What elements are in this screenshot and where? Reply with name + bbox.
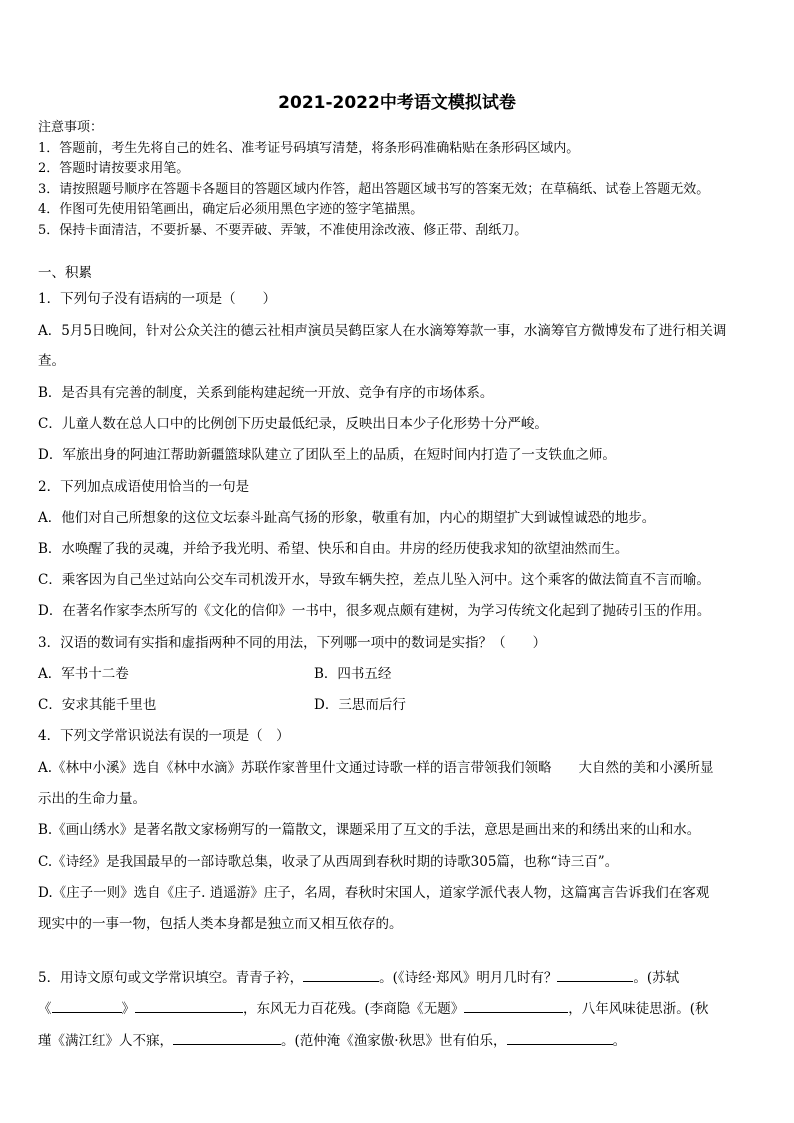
question-stem: 1．下列句子没有语病的一项是（ ） bbox=[38, 291, 277, 307]
option-b: B．水唤醒了我的灵魂，并给予我光明、希望、快乐和自由。井房的经历使我求知的欲望油然而生。 bbox=[38, 541, 629, 557]
notice-item: 3．请按照题号顺序在答题卡各题目的答题区域内作答，超出答题区域书写的答案无效；在草稿纸、试卷上答题无效。 bbox=[38, 182, 710, 197]
answer-blank[interactable] bbox=[173, 1030, 281, 1045]
fill-text: 。(范仲淹《渔家傲·秋思》世有伯乐， bbox=[281, 1033, 507, 1049]
option-d: D.《庄子一则》选自《庄子. 逍遥游》庄子，名周，春秋时宋国人，道家学派代表人物，这篇寓言告诉我们在客观 bbox=[38, 885, 710, 901]
fill-text: 瑾《满江红》人不寐， bbox=[38, 1033, 173, 1049]
answer-blank[interactable] bbox=[135, 998, 243, 1013]
option-c: C．安求其能千里也 bbox=[38, 697, 157, 713]
fill-line-1 bbox=[38, 967, 679, 987]
option-a-cont: 查。 bbox=[38, 353, 65, 369]
option-d: D．在著名作家李杰所写的《文化的信仰》一书中，很多观点颇有建树，为学习传统文化起到了抛砖引玉的作用。 bbox=[38, 603, 711, 619]
fill-text: 。(苏轼 bbox=[633, 970, 680, 986]
option-c: C．儿童人数在总人口中的比例创下历史最低纪录，反映出日本少子化形势十分严峻。 bbox=[38, 416, 548, 432]
option-a: A．5月5日晚间，针对公众关注的德云社相声演员吴鹤臣家人在水滴筹筹款一事，水滴筹官方微博发布了进行相关调 bbox=[38, 323, 727, 339]
fill-text: ，八年风味徒思浙。(秋 bbox=[568, 1001, 709, 1017]
option-b: B．四书五经 bbox=[314, 666, 392, 682]
notice-item: 1．答题前，考生先将自己的姓名、准考证号码填写清楚，将条形码准确粘贴在条形码区域内。 bbox=[38, 141, 580, 156]
notice-item: 2．答题时请按要求用笔。 bbox=[38, 161, 190, 176]
section-heading: 一、积累 bbox=[38, 265, 92, 281]
option-b: B.《画山绣水》是著名散文家杨朔写的一篇散文，课题采用了互文的手法，意思是画出来的和绣出来的山和水。 bbox=[38, 822, 701, 838]
fill-text: 。(《诗经·郑风》明月几时有？ bbox=[379, 970, 558, 986]
fill-text: 《 bbox=[38, 1001, 52, 1017]
question-stem: 3．汉语的数词有实指和虚指两种不同的用法，下列哪一项中的数词是实指？（ ） bbox=[38, 635, 547, 651]
option-a: A．军书十二卷 bbox=[38, 666, 129, 682]
notice-item: 4．作图可先使用铅笔画出，确定后必须用黑色字迹的签字笔描黑。 bbox=[38, 202, 424, 217]
fill-line-2 bbox=[38, 998, 709, 1018]
question-stem: 2．下列加点成语使用恰当的一句是 bbox=[38, 479, 250, 495]
answer-blank[interactable] bbox=[464, 998, 568, 1013]
fill-line-3 bbox=[38, 1030, 626, 1050]
page-title: 2021-2022中考语文模拟试卷 bbox=[278, 93, 516, 113]
option-c: C.《诗经》是我国最早的一部诗歌总集，收录了从西周到春秋时期的诗歌305篇，也称“诗三百”。 bbox=[38, 854, 619, 870]
option-a: A．他们对自己所想象的这位文坛泰斗趾高气扬的形象，敬重有加，内心的期望扩大到诚惶诚恐的地步。 bbox=[38, 510, 656, 526]
answer-blank[interactable] bbox=[557, 967, 633, 982]
option-c: C．乘客因为自己坐过站向公交车司机泼开水，导致车辆失控，差点儿坠入河中。这个乘客的做法简直不言而喻。 bbox=[38, 572, 710, 588]
option-d-cont: 现实中的一事一物，包括人类本身都是独立而又相互依存的。 bbox=[38, 916, 403, 932]
option-a: A.《林中小溪》选自《林中水滴》苏联作家普里什文通过诗歌一样的语言带领我们领略 大自然的美和小溪所显 bbox=[38, 760, 714, 776]
option-a-cont: 示出的生命力量。 bbox=[38, 791, 146, 807]
option-b: B．是否具有完善的制度，关系到能构建起统一开放、竞争有序的市场体系。 bbox=[38, 385, 494, 401]
fill-text: 5．用诗文原句或文学常识填空。青青子衿， bbox=[38, 970, 304, 986]
fill-text: 》 bbox=[121, 1001, 135, 1017]
question-stem: 4．下列文学常识说法有误的一项是（ ） bbox=[38, 728, 290, 744]
notice-heading: 注意事项： bbox=[38, 120, 104, 135]
fill-text: 。 bbox=[612, 1033, 627, 1049]
fill-text: ，东风无力百花残。(李商隐《无题》 bbox=[243, 1001, 465, 1017]
answer-blank[interactable] bbox=[303, 967, 379, 982]
notice-item: 5．保持卡面清洁，不要折暴、不要弄破、弄皱，不准使用涂改液、修正带、刮纸刀。 bbox=[38, 223, 528, 238]
option-d: D．三思而后行 bbox=[314, 697, 406, 713]
answer-blank[interactable] bbox=[52, 998, 122, 1013]
option-d: D．军旅出身的阿迪江帮助新疆篮球队建立了团队至上的品质，在短时间内打造了一支铁血之师。 bbox=[38, 447, 616, 463]
answer-blank[interactable] bbox=[507, 1030, 613, 1045]
